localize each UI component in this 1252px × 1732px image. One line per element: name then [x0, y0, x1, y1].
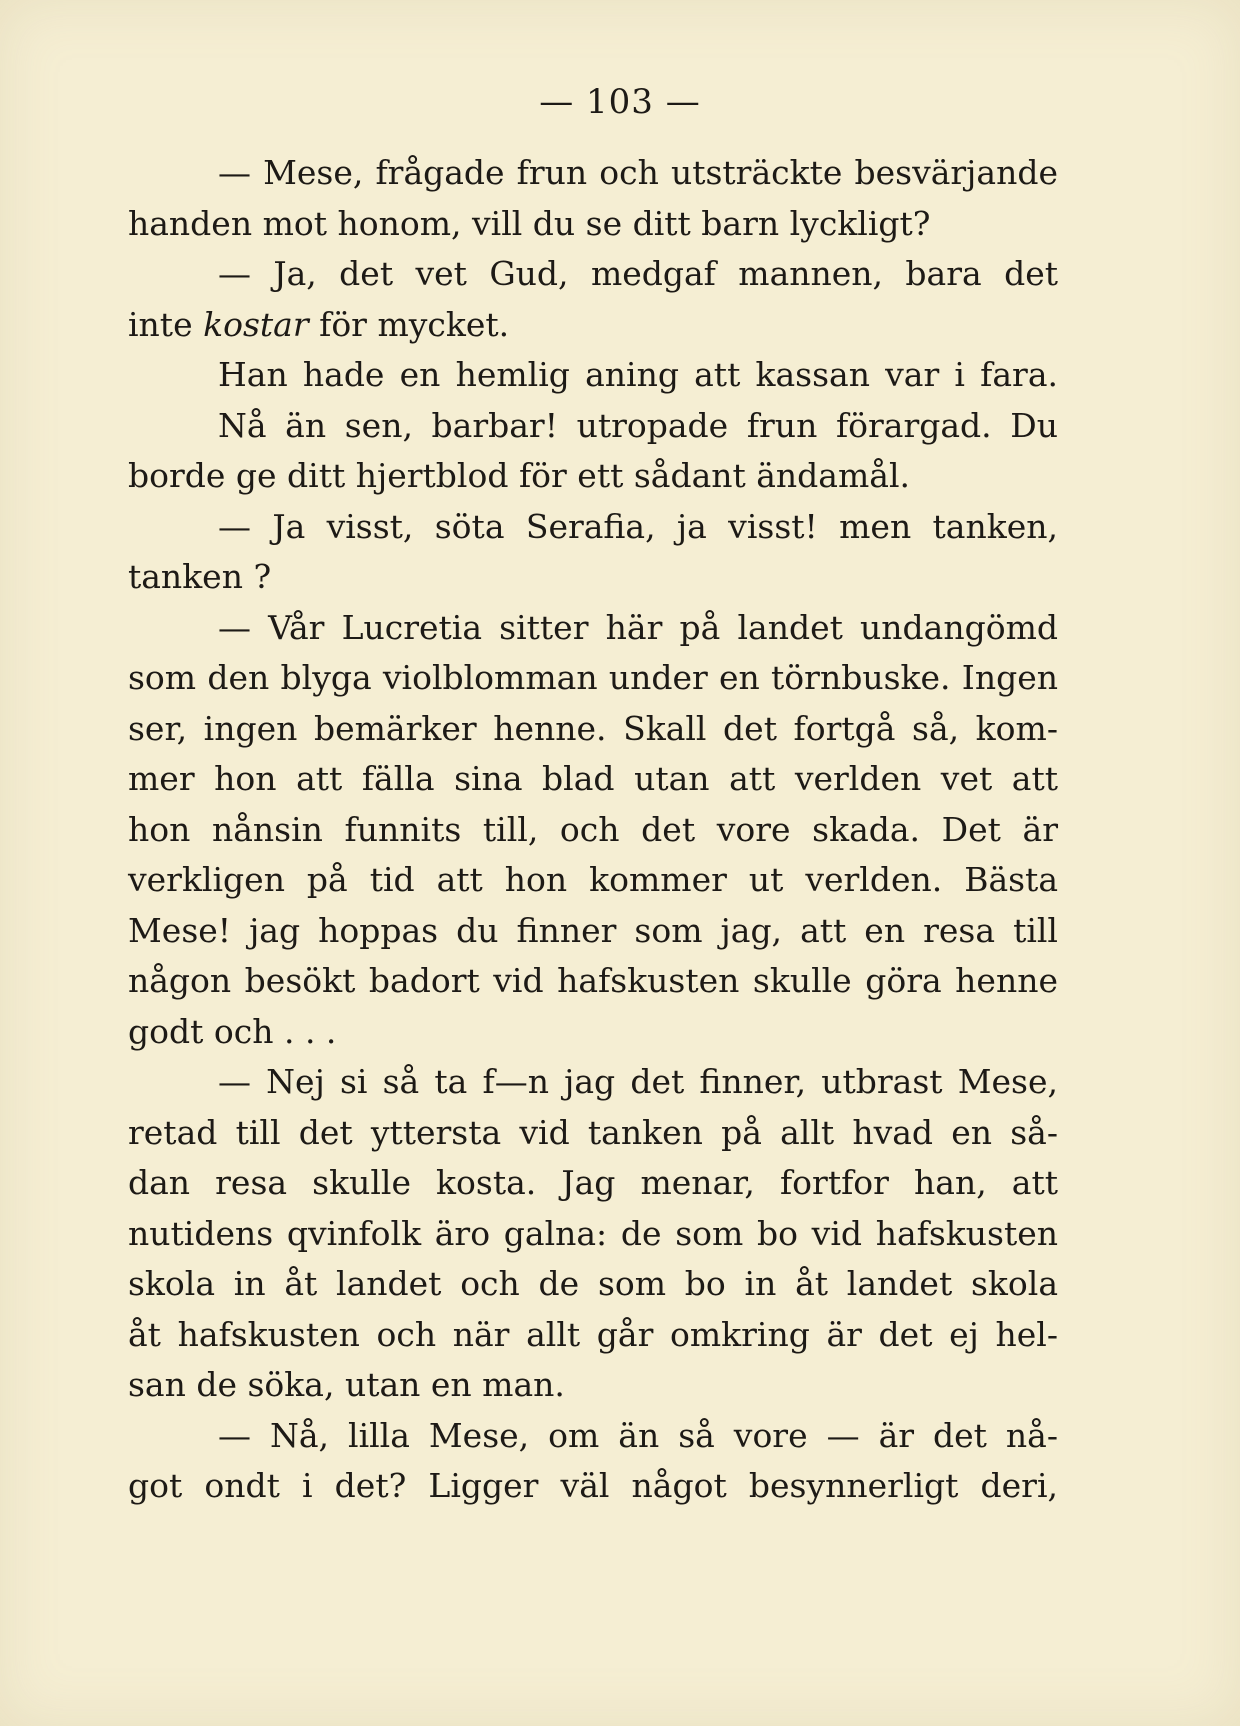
text-line: Han hade en hemlig aning att kassan var i fara. [218, 355, 1058, 394]
text-line: — Vår Lucretia sitter här på landet undangömd [218, 607, 1058, 647]
text-line: dan resa skulle kosta. Jag menar, fortfor han, att [128, 1163, 1058, 1202]
text-line: — Ja visst, söta Serafia, ja visst! men tanken, [218, 506, 1058, 546]
text-line: mer hon att fälla sina blad utan att verlden vet att [128, 759, 1058, 798]
text-line: någon besökt badort vid hafskusten skulle göra henne [128, 961, 1058, 1000]
text-line: — Nå, lilla Mese, om än så vore — är det nå- [218, 1415, 1058, 1455]
text-line: Nå än sen, barbar! utropade frun förargad. Du [218, 405, 1058, 445]
text-line: som den blyga violblomman under en törnbuske. Ingen [128, 658, 1058, 697]
text-line: tanken ? [128, 557, 272, 596]
text-line [128, 300, 1058, 351]
body-text [128, 148, 1058, 1512]
text-line: handen mot honom, vill du se ditt barn lyckligt? [128, 203, 931, 243]
text-line: — Nej si så ta f—n jag det finner, utbrast Mese, [218, 1062, 1058, 1101]
text-line: verkligen på tid att hon kommer ut verlden. Bästa [128, 860, 1058, 899]
text-line: — Ja, det vet Gud, medgaf mannen, bara det [218, 254, 1058, 293]
text-fragment: för mycket. [308, 304, 510, 344]
text-line: retad till det yttersta vid tanken på allt hvad en så- [128, 1112, 1058, 1152]
page-number: — 103 — [539, 82, 701, 122]
text-line: skola in åt landet och de som bo in åt landet skola [128, 1264, 1058, 1303]
text-line: san de söka, utan en man. [128, 1365, 565, 1404]
text-line: godt och . . . [128, 1011, 337, 1051]
text-line: Mese! jag hoppas du finner som jag, att en resa till [128, 910, 1058, 950]
text-line: ser, ingen bemärker henne. Skall det fortgå så, kom- [128, 708, 1058, 748]
text-line: — Mese, frågade frun och utsträckte besvärjande [218, 153, 1058, 192]
text-line: åt hafskusten och när allt går omkring är det ej hel- [128, 1314, 1058, 1354]
text-line: got ondt i det? Ligger väl något besynnerligt deri, [128, 1466, 1058, 1505]
emphasis-word: kostar [203, 304, 309, 344]
page-edge [1240, 0, 1252, 1732]
text-fragment: inte [128, 304, 204, 344]
text-line: nutidens qvinfolk äro galna: de som bo vid hafskusten [128, 1213, 1058, 1253]
text-line: hon nånsin funnits till, och det vore skada. Det är [128, 809, 1058, 849]
text-line: borde ge ditt hjertblod för ett sådant ändamål. [128, 456, 910, 495]
